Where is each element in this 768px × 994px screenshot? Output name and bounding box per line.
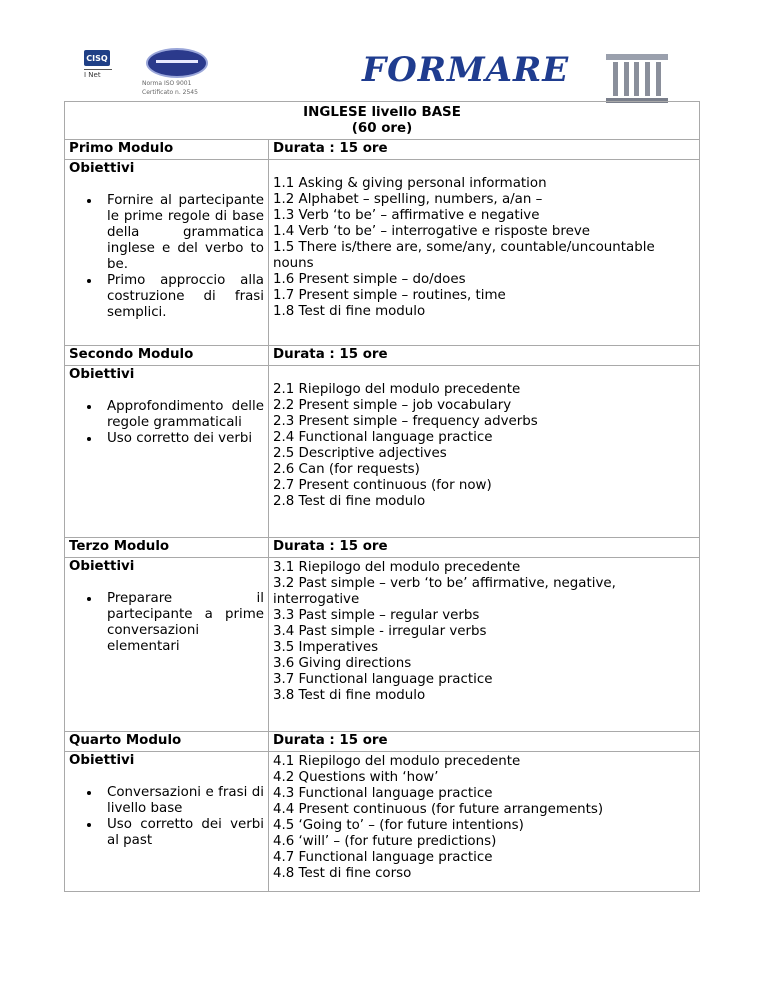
objective-item: • Uso corretto dei verbi (101, 431, 264, 447)
topics-list (273, 560, 695, 704)
topic-item: 4.8 Test di fine corso (273, 866, 412, 881)
cert-norm-text: Norma ISO 9001 (142, 80, 192, 87)
course-hours: (60 ore) (351, 121, 413, 136)
topic-item: 4.5 ‘Going to’ – (for future intentions) (273, 818, 524, 833)
objectives-label: Obiettivi (69, 367, 135, 382)
module-body-row (65, 752, 700, 892)
topics-list (273, 382, 695, 510)
module-body-row (65, 366, 700, 538)
topic-item: 3.2 Past simple – verb ‘to be’ affirmative, negative, interrogative (273, 576, 616, 607)
objective-item: • Preparare il partecipante a prime conversazioni elementari (101, 591, 264, 655)
module-body-row (65, 160, 700, 346)
topic-item: 1.3 Verb ‘to be’ – affirmative e negative (273, 208, 540, 223)
brand-name: FORMARE (362, 50, 570, 90)
topics-cell (269, 558, 700, 732)
module-header-row (65, 140, 700, 160)
topic-item: 4.3 Functional language practice (273, 786, 493, 801)
course-title-row (65, 102, 700, 140)
cisq-label: CISQ (84, 50, 110, 66)
topic-item: 3.4 Past simple - irregular verbs (273, 624, 487, 639)
topic-item: 3.8 Test di fine modulo (273, 688, 426, 703)
topic-item: 1.7 Present simple – routines, time (273, 288, 506, 303)
module-duration: Durata : 15 ore (269, 346, 700, 366)
certiquality-emblem (146, 48, 208, 78)
topic-item: 3.5 Imperatives (273, 640, 379, 655)
objectives-label: Obiettivi (69, 161, 135, 176)
topic-item: 3.7 Functional language practice (273, 672, 493, 687)
module-name: Secondo Modulo (65, 346, 269, 366)
topics-list (273, 176, 695, 320)
module-header-row (65, 346, 700, 366)
objectives-list (69, 193, 264, 321)
objectives-list (69, 591, 264, 655)
objective-item: • Fornire al partecipante le prime regole di base della grammatica inglese e del verbo to be. (101, 193, 264, 273)
course-table (64, 101, 700, 892)
cert-number-text: Certificato n. 2545 (142, 89, 198, 96)
topic-item: 4.4 Present continuous (for future arrangements) (273, 802, 604, 817)
module-header-row (65, 538, 700, 558)
cisq-logo (84, 50, 114, 90)
module-header-row (65, 732, 700, 752)
topic-item: 3.6 Giving directions (273, 656, 412, 671)
topic-item: 4.7 Functional language practice (273, 850, 493, 865)
topic-item: 1.8 Test di fine modulo (273, 304, 426, 319)
course-title: INGLESE livello BASE (303, 105, 461, 120)
topic-item: 4.6 ‘will’ – (for future predictions) (273, 834, 497, 849)
topic-item: 2.5 Descriptive adjectives (273, 446, 447, 461)
objectives-list (69, 399, 264, 447)
topic-item: 2.8 Test di fine modulo (273, 494, 426, 509)
module-name: Quarto Modulo (65, 732, 269, 752)
topic-item: 1.2 Alphabet – spelling, numbers, a/an – (273, 192, 543, 207)
topic-item: 2.2 Present simple – job vocabulary (273, 398, 512, 413)
objectives-cell (65, 366, 269, 538)
inet-label: I Net (84, 69, 112, 79)
topics-cell (269, 752, 700, 892)
topic-item: 2.1 Riepilogo del modulo precedente (273, 382, 521, 397)
topic-item: 1.5 There is/there are, some/any, countable/uncountable nouns (273, 240, 655, 271)
topics-cell (269, 366, 700, 538)
objectives-cell (65, 752, 269, 892)
objectives-cell (65, 558, 269, 732)
topic-item: 2.3 Present simple – frequency adverbs (273, 414, 538, 429)
objectives-label: Obiettivi (69, 559, 135, 574)
module-body-row (65, 558, 700, 732)
topics-cell (269, 160, 700, 346)
topic-item: 4.2 Questions with ‘how’ (273, 770, 439, 785)
module-name: Primo Modulo (65, 140, 269, 160)
topic-item: 2.7 Present continuous (for now) (273, 478, 492, 493)
topic-item: 2.6 Can (for requests) (273, 462, 420, 477)
objective-item: • Primo approccio alla costruzione di frasi semplici. (101, 273, 264, 321)
topics-list (273, 754, 695, 882)
formare-logo (360, 48, 670, 106)
temple-icon (606, 54, 668, 104)
topic-item: 1.6 Present simple – do/does (273, 272, 466, 287)
certiquality-logo (142, 48, 222, 96)
topic-item: 3.1 Riepilogo del modulo precedente (273, 560, 521, 575)
objectives-cell (65, 160, 269, 346)
module-duration: Durata : 15 ore (269, 140, 700, 160)
objectives-list (69, 785, 264, 849)
topic-item: 3.3 Past simple – regular verbs (273, 608, 480, 623)
objective-item: • Conversazioni e frasi di livello base (101, 785, 264, 817)
objectives-label: Obiettivi (69, 753, 135, 768)
module-duration: Durata : 15 ore (269, 538, 700, 558)
objective-item: • Uso corretto dei verbi al past (101, 817, 264, 849)
objective-item: • Approfondimento delle regole grammaticali (101, 399, 264, 431)
module-name: Terzo Modulo (65, 538, 269, 558)
topic-item: 2.4 Functional language practice (273, 430, 493, 445)
course-title-cell (65, 102, 700, 140)
topic-item: 1.1 Asking & giving personal information (273, 176, 547, 191)
topic-item: 1.4 Verb ‘to be’ – interrogative e risposte breve (273, 224, 591, 239)
topic-item: 4.1 Riepilogo del modulo precedente (273, 754, 521, 769)
module-duration: Durata : 15 ore (269, 732, 700, 752)
